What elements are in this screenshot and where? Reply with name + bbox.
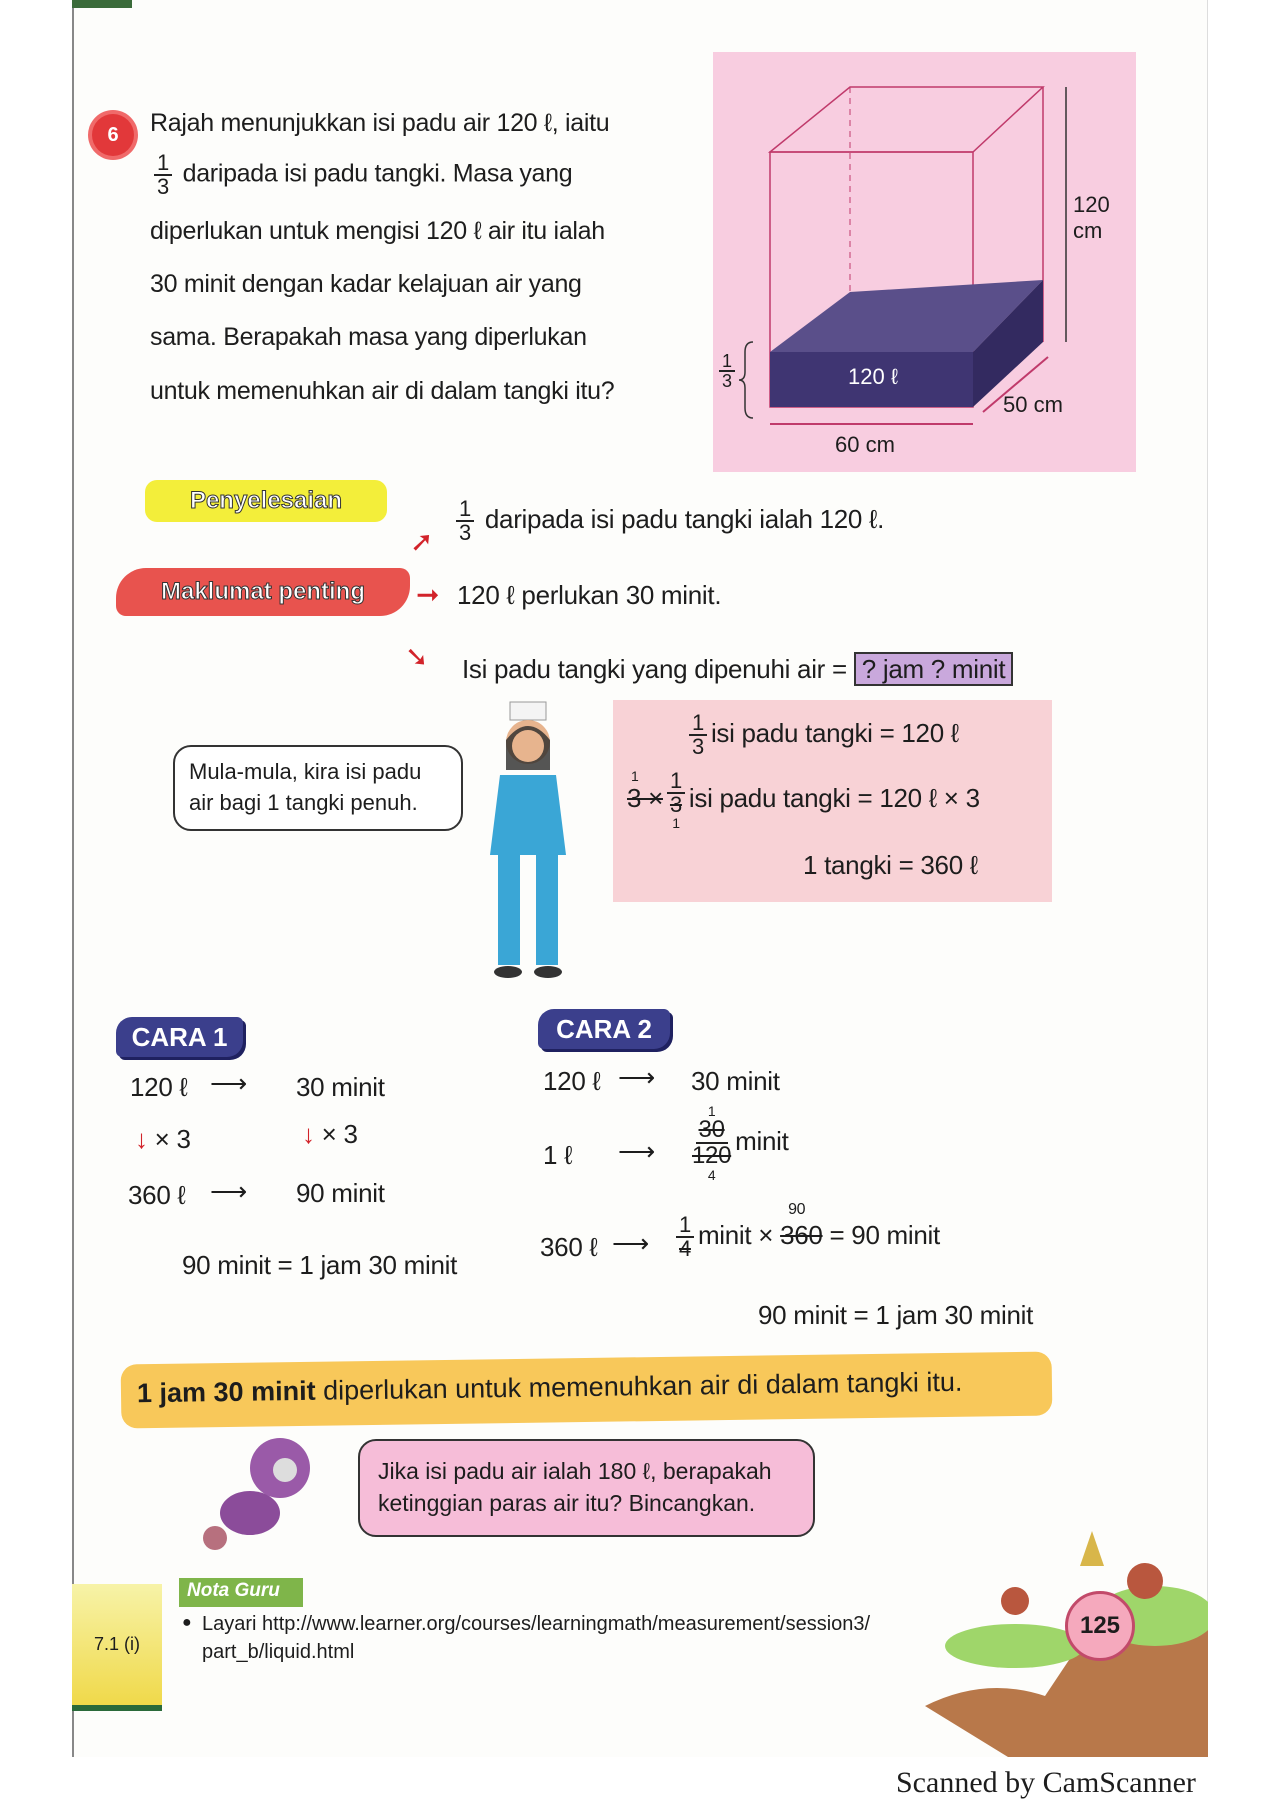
conclusion-banner: 1 jam 30 minit diperlukan untuk memenuhkan air di dalam tangki itu.: [121, 1352, 1053, 1429]
calc-row-3: 1 tangki = 360 ℓ: [803, 850, 978, 880]
cara2-fraction: 1 30 120 4 minit: [692, 1103, 789, 1183]
tank-width-label: 60 cm: [835, 432, 895, 457]
info-line-2: 120 ℓ perlukan 30 minit.: [457, 580, 722, 610]
cara1-value: 360 ℓ: [128, 1180, 186, 1210]
water-volume-label: 120 ℓ: [848, 364, 898, 389]
question-line: diperlukan untuk mengisi 120 ℓ air itu ialah: [150, 217, 605, 245]
calc-row-1: $\frac{1}{3}$ isi padu tangki = 120 ℓ: [685, 712, 959, 758]
cara-1-heading: CARA 1: [116, 1017, 243, 1057]
right-arrow-icon: ⟶: [210, 1176, 247, 1206]
maklumat-penting-label: Maklumat penting: [116, 568, 410, 616]
right-arrow-icon: ⟶: [210, 1068, 247, 1098]
girl-speech-bubble: Mula-mula, kira isi padu air bagi 1 tangki penuh.: [173, 745, 463, 831]
cara2-value: 120 ℓ: [543, 1066, 601, 1096]
cancel-number: 90: [788, 1200, 806, 1218]
top-tab: [72, 0, 132, 8]
question-number-badge: 6: [92, 114, 134, 156]
tank-height-label: 120 cm: [1073, 192, 1110, 243]
cara1-mult: ↓ × 3: [135, 1124, 191, 1154]
cara2-result: 90 minit = 1 jam 30 minit: [758, 1300, 1034, 1330]
tank-diagram: [713, 52, 1136, 472]
answer-box: ? jam ? minit: [854, 652, 1013, 686]
nurse-girl-illustration: [468, 700, 593, 995]
cara1-value: 30 minit: [296, 1072, 385, 1102]
cancel-number: 1: [631, 767, 639, 784]
robot-speech-bubble: Jika isi padu air ialah 180 ℓ, berapakah ketinggian paras air itu? Bincangkan.: [358, 1439, 815, 1537]
cara2-value: 1 ℓ: [543, 1140, 573, 1170]
cancel-number: 1: [672, 815, 680, 831]
right-arrow-icon: ⟶: [612, 1228, 649, 1258]
cara-2-heading: CARA 2: [538, 1009, 670, 1049]
cara2-value: 30 minit: [691, 1066, 780, 1096]
question-line: sama. Berapakah masa yang diperlukan: [150, 323, 587, 351]
info-line-3: Isi padu tangki yang dipenuhi air = ? jam ? minit: [462, 654, 1013, 685]
info-line-1: $\frac{1}{3}$ daripada isi padu tangki ialah 120 ℓ.: [452, 498, 884, 544]
question-line: untuk memenuhkan air di dalam tangki itu?: [150, 377, 615, 405]
jungle-scene-illustration: [925, 1526, 1208, 1757]
arrow-icon: ➞: [416, 579, 440, 610]
cara2-value: 360 ℓ: [540, 1232, 598, 1262]
question-line: Rajah menunjukkan isi padu air 120 ℓ, iaitu: [150, 109, 610, 137]
cara1-value: 120 ℓ: [130, 1072, 188, 1102]
cara1-value: 90 minit: [296, 1178, 385, 1208]
calculation-box: [613, 700, 1052, 902]
bullet-icon: ●: [182, 1614, 192, 1631]
arrow-icon: ➚: [410, 526, 434, 557]
question-line: 30 minit dengan kadar kelajuan air yang: [150, 270, 582, 298]
right-arrow-icon: ⟶: [618, 1062, 655, 1092]
fraction: $\frac{1}{3}$: [154, 152, 172, 198]
nota-guru-label: Nota Guru: [179, 1578, 303, 1607]
cancel-number: 4: [707, 1167, 716, 1183]
cancel-number: 1: [707, 1103, 716, 1119]
arrow-icon: ➘: [405, 641, 429, 672]
question-line: $\frac{1}{3}$ daripada isi padu tangki. Masa yang: [150, 152, 572, 198]
sticky-note: 7.1 (i): [72, 1584, 162, 1711]
water-fraction: $\frac{1}{3}$: [715, 352, 739, 390]
cara2-row3: $\frac{1}{4}$ minit × 360 90 = 90 minit: [672, 1214, 940, 1260]
cara1-result: 90 minit = 1 jam 30 minit: [182, 1250, 458, 1280]
page-number: 125: [1065, 1591, 1135, 1661]
scanner-watermark: Scanned by CamScanner: [896, 1766, 1196, 1799]
cara1-mult: ↓ × 3: [302, 1119, 358, 1149]
calc-row-2: 3 × 1 1 3 1 isi padu tangki = 120 ℓ × 3: [627, 767, 980, 831]
teacher-note-link[interactable]: Layari http://www.learner.org/courses/learningmath/measurement/session3/ part_b/liquid.html: [202, 1613, 871, 1663]
robot-character-illustration: [185, 1428, 335, 1558]
penyelesaian-label: Penyelesaian: [145, 480, 387, 522]
tank-depth-label: 50 cm: [1003, 392, 1063, 417]
right-arrow-icon: ⟶: [618, 1136, 655, 1166]
tank-illustration: [713, 52, 1136, 472]
